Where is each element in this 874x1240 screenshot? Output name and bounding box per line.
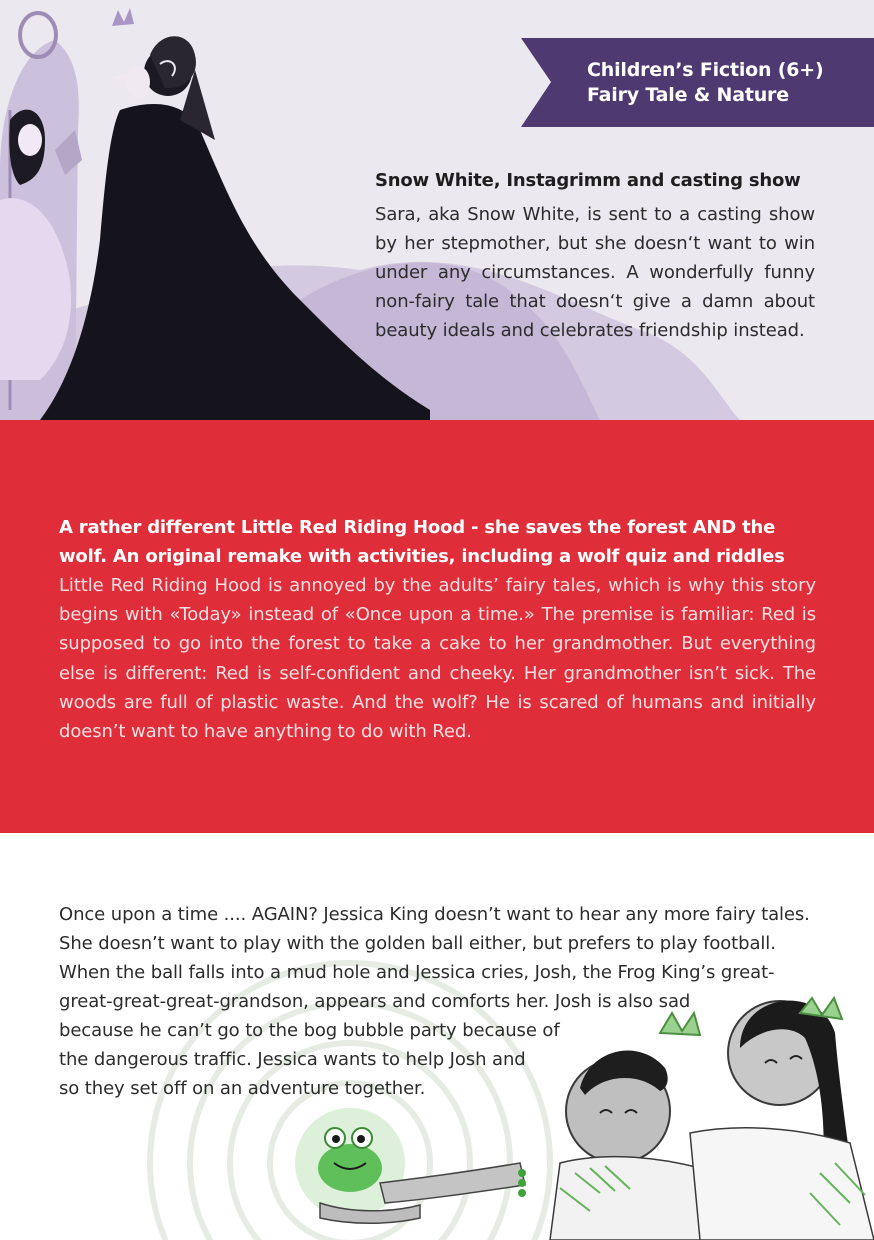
book-title-snow-white: Snow White, Instagrimm and casting show xyxy=(375,170,801,191)
frog-king-blurb-line-5: because he can’t go to the bog bubble party because of xyxy=(59,1020,560,1041)
snow-white-section xyxy=(0,0,874,420)
category-ribbon xyxy=(521,38,874,127)
book-title-red-riding-hood: A rather different Little Red Riding Hood - she saves the forest AND the wolf. An original remake with activities, including a wolf quiz and riddles xyxy=(59,517,785,567)
frog-king-blurb-line-6: the dangerous traffic. Jessica wants to help Josh and xyxy=(59,1049,526,1070)
frog-king-blurb-line-4: great-great-great-grandson, appears and comforts her. Josh is also sad xyxy=(59,991,691,1012)
ribbon-shape xyxy=(521,38,874,127)
frog-king-section xyxy=(0,833,874,1240)
red-riding-hood-section xyxy=(0,420,874,833)
book-blurb-red-riding-hood: Little Red Riding Hood is annoyed by the adults’ fairy tales, which is why this story begins with «Today» instead of «Once upon a time.» The premise is familiar: Red is supposed to go into the forest to take a cake to her grandmother. But everything else is different: Red is self-confident and cheeky. Her grandmother isn’t sick. The woods are full of plastic waste. And the wolf? He is scared of humans and initially doesn’t want to have anything to do with Red. xyxy=(59,575,816,743)
category-line-1: Children’s Fiction (6+) xyxy=(587,59,824,81)
book-blurb-snow-white: Sara, aka Snow White, is sent to a casting show by her stepmother, but she doesn‘t want to win under any circumstances. A wonderfully funny non-fairy tale that doesn‘t give a damn about beauty ideals and celebrates friendship instead. xyxy=(375,204,815,341)
frog-king-blurb-line-3: When the ball falls into a mud hole and Jessica cries, Josh, the Frog King’s great- xyxy=(59,962,775,983)
category-line-2: Fairy Tale & Nature xyxy=(587,84,789,106)
frog-king-blurb-line-2: She doesn’t want to play with the golden ball either, but prefers to play football. xyxy=(59,933,776,954)
frog-king-blurb-line-7: so they set off on an adventure together. xyxy=(59,1078,426,1099)
frog-king-blurb-line-1: Once upon a time .... AGAIN? Jessica King doesn’t want to hear any more fairy tales. xyxy=(59,904,810,925)
